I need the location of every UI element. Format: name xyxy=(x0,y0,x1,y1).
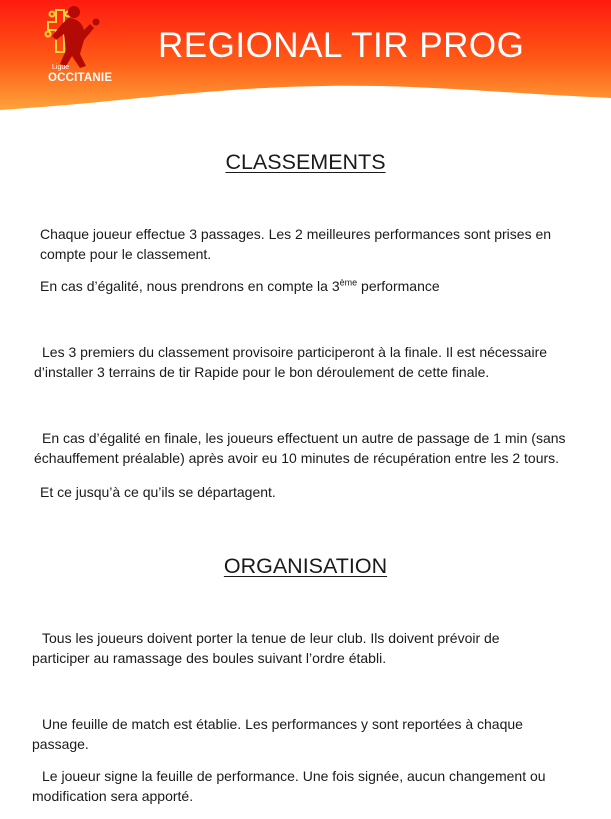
header-banner xyxy=(0,0,611,118)
organisation-paragraph-1 xyxy=(32,628,592,668)
paragraph-line: Les 3 premiers du classement provisoire participeront à la finale. Il est nécessaire xyxy=(42,344,548,360)
paragraph-line: échauffement préalable) après avoir eu 10 minutes de récupération entre les 2 tours. xyxy=(34,450,560,466)
classements-paragraph-1 xyxy=(40,224,600,264)
page-title: REGIONAL TIR PROG xyxy=(158,26,525,65)
petanque-player-cross-icon xyxy=(18,2,118,72)
organisation-paragraph-2 xyxy=(32,714,592,754)
paragraph-line: Une feuille de match est établie. Les performances y sont reportées à chaque xyxy=(42,716,523,732)
organisation-paragraph-3 xyxy=(32,766,592,806)
paragraph-line: participer au ramassage des boules suivant l’ordre établi. xyxy=(32,650,387,666)
paragraph-text: En cas d’égalité, nous prendrons en compte la 3 xyxy=(40,278,340,294)
ligue-occitanie-logo xyxy=(18,2,118,92)
paragraph-line: d’installer 3 terrains de tir Rapide pour le bon déroulement de cette finale. xyxy=(34,364,490,380)
paragraph-text: performance xyxy=(357,278,440,294)
classements-paragraph-2 xyxy=(40,276,600,296)
paragraph-line: Le joueur signe la feuille de performance. Une fois signée, aucun changement ou xyxy=(42,768,546,784)
paragraph-line: compte pour le classement. xyxy=(40,246,212,262)
logo-ligue-text: Ligue xyxy=(52,64,70,71)
classements-paragraph-3 xyxy=(34,342,594,382)
paragraph-line: modification sera apporté. xyxy=(32,788,194,804)
paragraph-line: Tous les joueurs doivent porter la tenue de leur club. Ils doivent prévoir de xyxy=(42,630,500,646)
logo-occitanie-text: OCCITANIE xyxy=(48,72,113,84)
paragraph-line: En cas d’égalité en finale, les joueurs effectuent un autre de passage de 1 min (sans xyxy=(42,430,566,446)
organisation-heading: ORGANISATION xyxy=(223,554,388,578)
classements-paragraph-5: Et ce jusqu’à ce qu’ils se départagent. xyxy=(40,484,276,500)
paragraph-line: passage. xyxy=(32,736,89,752)
paragraph-line: Chaque joueur effectue 3 passages. Les 2 meilleures performances sont prises en xyxy=(40,226,552,242)
classements-paragraph-4 xyxy=(34,428,594,468)
classements-heading: CLASSEMENTS xyxy=(225,150,386,174)
superscript-text: ème xyxy=(339,277,358,288)
